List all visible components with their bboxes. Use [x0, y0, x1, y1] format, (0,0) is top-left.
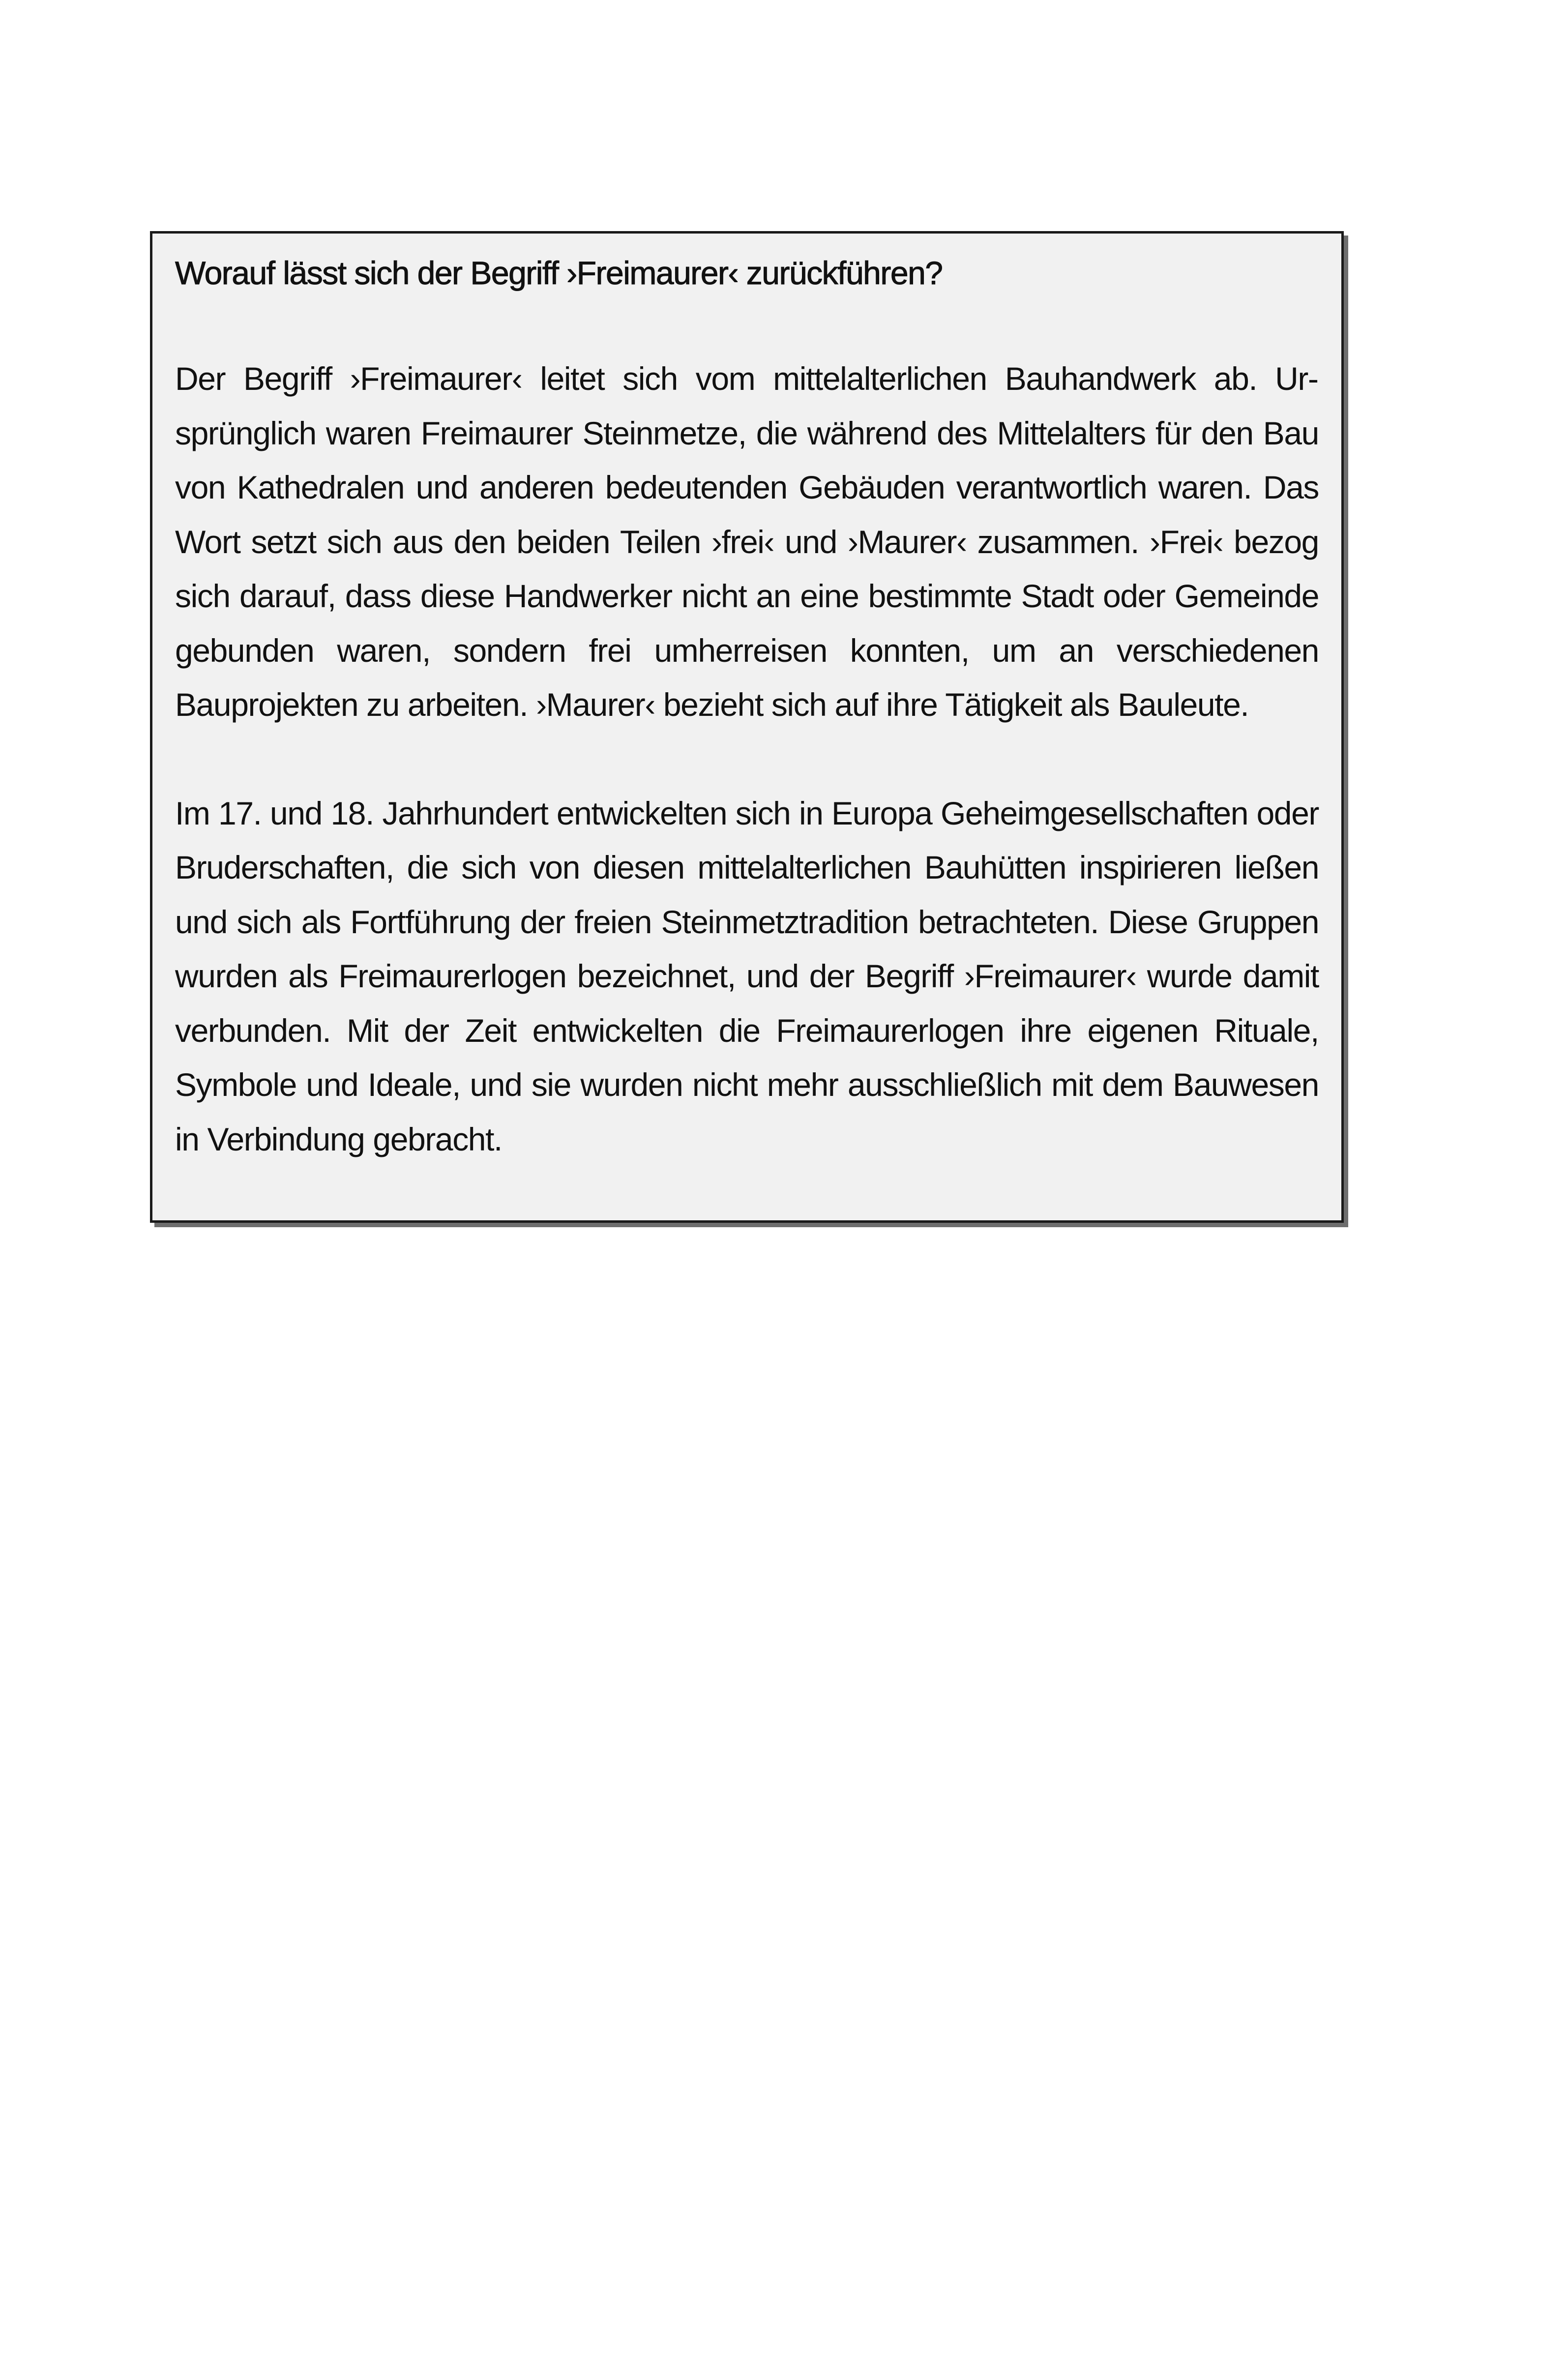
paragraph-origin: Der Begriff ›Freimaurer‹ leitet sich vom mittelalterlichen Bauhandwerk ab. Ursprünglich waren Freimaurer Steinmetze, die während des Mittelalters für den Bau von Kathedralen und anderen bedeutenden Gebäuden verantwortlich waren. Das Wort setzt sich aus den beiden Teilen ›frei‹ und ›Maurer‹ zusammen. ›Frei‹ bezog sich darauf, dass diese Handwerker nicht an eine bestimmte Stadt oder Gemeinde gebunden waren, sondern frei umherreisen konnten, um an verschiedenen Bauprojekten zu arbeiten. ›Maurer‹ bezieht sich auf ihre Tätigkeit als Bauleute. [175, 360, 1319, 723]
paragraph-history: Im 17. und 18. Jahrhundert entwickelten sich in Europa Geheimgesellschaften oder Bruderschaften, die sich von diesen mittelalterlichen Bauhütten inspirieren ließen und sich als Fortführung der freien Steinmetztradition betrachteten. Diese Gruppen wurden als Freimaurerlogen bezeichnet, und der Begriff ›Freimaurer‹ wurde damit verbunden. Mit der Zeit entwickelten die Freimaurerlogen ihre eigenen Rituale, Symbole und Ideale, und sie wurden nicht mehr ausschließlich mit dem Bauwesen in Verbindung gebracht. [175, 795, 1319, 1157]
question-heading: Worauf lässt sich der Begriff ›Freimaurer‹ zurückführen? [175, 255, 943, 291]
info-box [150, 231, 1344, 1223]
